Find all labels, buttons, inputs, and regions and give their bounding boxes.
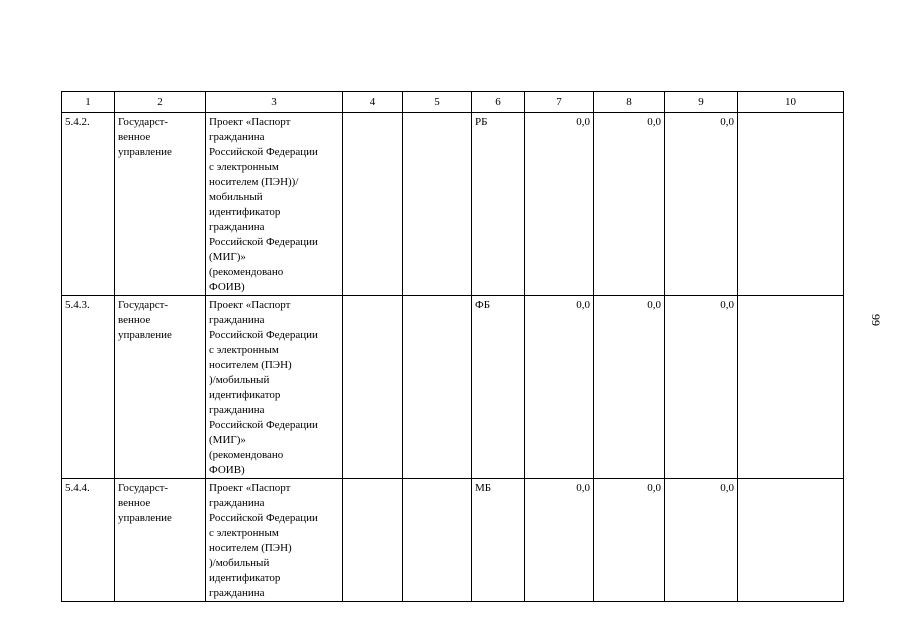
row-value-8: 0,0 [594,479,665,602]
row-project-text: Проект «Паспорт гражданина Российской Федерации с электронным носителем (ПЭН) )/мобильный идентификатор гражданина [209,482,318,599]
row-col-4 [343,296,403,479]
row-value-9: 0,0 [665,296,738,479]
header-col-4: 4 [343,92,403,113]
header-col-7: 7 [525,92,594,113]
header-col-9: 9 [665,92,738,113]
header-col-10: 10 [738,92,844,113]
row-value-9: 0,0 [665,113,738,296]
row-col-5 [403,113,472,296]
header-col-1: 1 [62,92,115,113]
row-area-text: Государст- венное управление [118,299,172,341]
row-col-5 [403,296,472,479]
row-area [115,479,206,602]
header-row [62,92,844,113]
budget-table [61,91,844,602]
row-col-4 [343,479,403,602]
row-col-5 [403,479,472,602]
row-project [206,296,343,479]
row-col-4 [343,113,403,296]
row-area-text: Государст- венное управление [118,482,172,524]
row-col-10 [738,113,844,296]
row-code [62,296,115,479]
row-area-text: Государст- венное управление [118,116,172,158]
table-row [62,296,844,479]
page-number: 99 [869,314,883,326]
row-funding-source: МБ [472,479,525,602]
header-col-5: 5 [403,92,472,113]
row-project-text: Проект «Паспорт гражданина Российской Федерации с электронным носителем (ПЭН) )/мобильный идентификатор гражданина Российской Федерации (МИГ)» (рекомендовано ФОИВ) [209,299,318,476]
row-code-text: 5.4.4. [65,482,90,494]
row-col-10 [738,479,844,602]
header-col-3: 3 [206,92,343,113]
header-col-6: 6 [472,92,525,113]
header-col-2: 2 [115,92,206,113]
row-value-7: 0,0 [525,113,594,296]
row-area [115,113,206,296]
row-project-text: Проект «Паспорт гражданина Российской Федерации с электронным носителем (ПЭН))/ мобильный идентификатор гражданина Российской Федерации (МИГ)» (рекомендовано ФОИВ) [209,116,318,293]
row-value-8: 0,0 [594,296,665,479]
table-row [62,479,844,602]
row-col-10 [738,296,844,479]
header-col-8: 8 [594,92,665,113]
row-project [206,113,343,296]
row-funding-source: ФБ [472,296,525,479]
row-value-7: 0,0 [525,479,594,602]
row-funding-source: РБ [472,113,525,296]
row-area [115,296,206,479]
row-code [62,113,115,296]
row-value-9: 0,0 [665,479,738,602]
row-code-text: 5.4.3. [65,299,90,311]
row-code [62,479,115,602]
row-value-7: 0,0 [525,296,594,479]
row-code-text: 5.4.2. [65,116,90,128]
table-row [62,113,844,296]
row-value-8: 0,0 [594,113,665,296]
row-project [206,479,343,602]
